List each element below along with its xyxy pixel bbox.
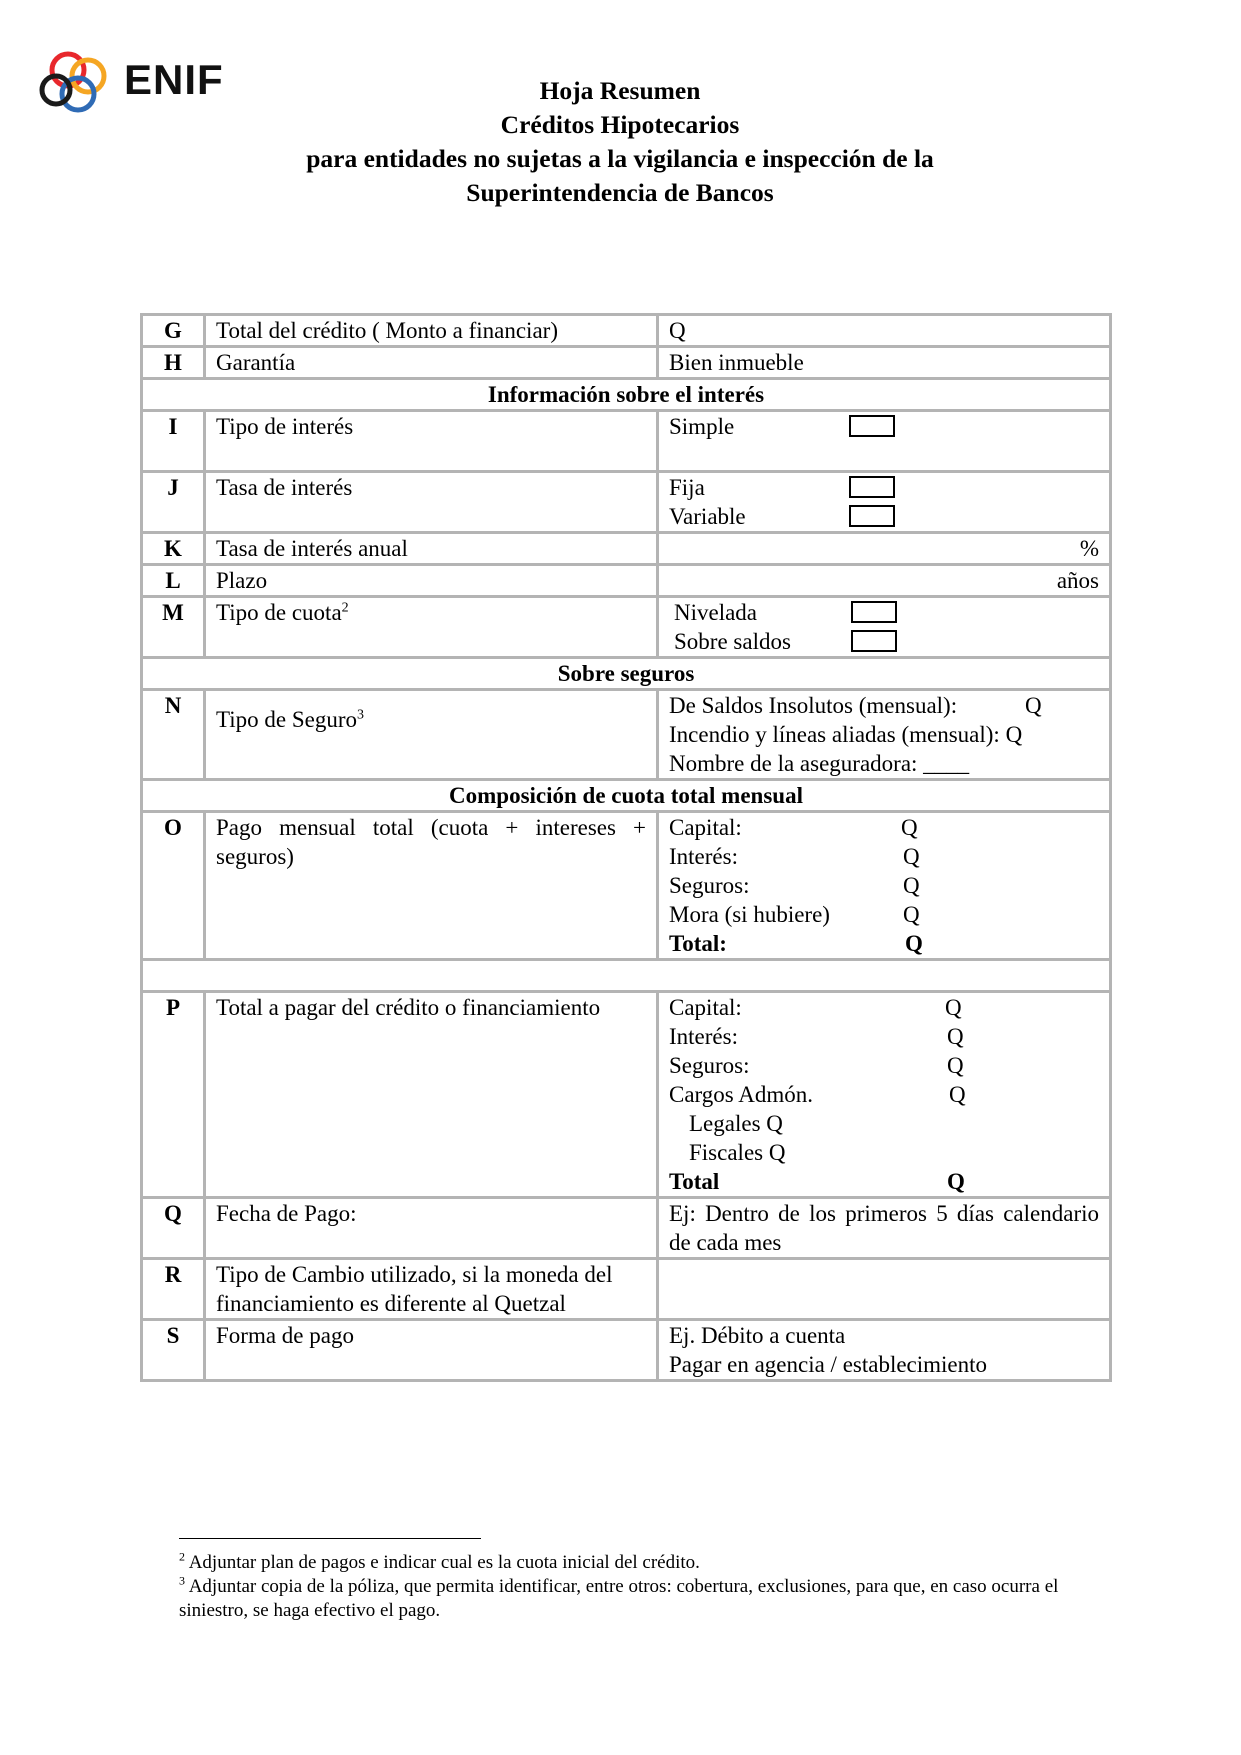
section-interest-heading: Información sobre el interés bbox=[143, 380, 1109, 409]
row-label: Tipo de Cambio utilizado, si la moneda del financiamiento es diferente al Quetzal bbox=[206, 1260, 656, 1318]
option-label: Simple bbox=[669, 414, 735, 439]
row-value bbox=[659, 412, 1109, 470]
row-n bbox=[143, 691, 1109, 778]
row-code: S bbox=[143, 1321, 203, 1379]
row-code: Q bbox=[143, 1199, 203, 1257]
breakdown-q: Q bbox=[905, 931, 923, 956]
row-code: P bbox=[143, 993, 203, 1196]
header-line-4: Superintendencia de Bancos bbox=[466, 178, 774, 207]
row-value bbox=[659, 813, 1109, 958]
breakdown-line: Fiscales Q bbox=[689, 1140, 786, 1165]
row-code: O bbox=[143, 813, 203, 958]
row-m bbox=[143, 598, 1109, 656]
option-nivelada bbox=[669, 598, 1099, 627]
row-value bbox=[659, 993, 1109, 1196]
footnote-text: Adjuntar copia de la póliza, que permita identificar, entre otros: cobertura, exclusiones, para que, en caso ocurra el siniestro, se haga efectivo el pago. bbox=[179, 1576, 1059, 1621]
section-quota-heading: Composición de cuota total mensual bbox=[143, 781, 1109, 810]
breakdown-q: Q bbox=[903, 844, 920, 869]
section-quota-row bbox=[143, 781, 1109, 810]
header-subtitle: Créditos Hipotecarios bbox=[500, 110, 740, 139]
row-label: Tipo de interés bbox=[206, 412, 656, 470]
checkbox-variable[interactable] bbox=[849, 505, 895, 527]
option-label: Nivelada bbox=[674, 600, 758, 625]
breakdown-q: Q bbox=[947, 1024, 964, 1049]
payment-method-1: Ej. Débito a cuenta bbox=[669, 1323, 846, 1348]
row-o bbox=[143, 813, 1109, 958]
insurance-label: De Saldos Insolutos (mensual): bbox=[669, 693, 958, 718]
insurance-q: Q bbox=[1025, 693, 1042, 718]
empty-row bbox=[143, 961, 1109, 990]
row-code: G bbox=[143, 316, 203, 345]
row-value: Ej: Dentro de los primeros 5 días calendario de cada mes bbox=[659, 1199, 1109, 1257]
footnote-text: Adjuntar plan de pagos e indicar cual es la cuota inicial del crédito. bbox=[185, 1552, 700, 1573]
row-code: N bbox=[143, 691, 203, 778]
breakdown-label: Cargos Admón. bbox=[669, 1082, 813, 1107]
row-value: Q bbox=[659, 316, 1109, 345]
footnote-divider bbox=[179, 1538, 481, 1539]
row-value[interactable] bbox=[659, 1260, 1109, 1318]
checkbox-fija[interactable] bbox=[849, 476, 895, 498]
row-code: R bbox=[143, 1260, 203, 1318]
breakdown-q: Q bbox=[945, 995, 962, 1020]
row-s bbox=[143, 1321, 1109, 1379]
empty-cell bbox=[143, 961, 1109, 990]
row-code: M bbox=[143, 598, 203, 656]
footnote-mark: 3 bbox=[179, 1573, 185, 1588]
row-label: Total del crédito ( Monto a financiar) bbox=[206, 316, 656, 345]
row-label bbox=[206, 691, 656, 778]
option-fija bbox=[669, 473, 1099, 502]
breakdown-q: Q bbox=[947, 1169, 965, 1194]
breakdown-q: Q bbox=[901, 815, 918, 840]
breakdown-label: Interés: bbox=[669, 1024, 738, 1049]
label-text: Tipo de cuota bbox=[216, 600, 342, 625]
checkbox-nivelada[interactable] bbox=[851, 601, 897, 623]
row-value-unit: % bbox=[659, 534, 1109, 563]
breakdown-line bbox=[669, 1051, 1099, 1080]
row-label: Forma de pago bbox=[206, 1321, 656, 1379]
breakdown-line: Legales Q bbox=[689, 1111, 783, 1136]
breakdown-label: Interés: bbox=[669, 844, 738, 869]
footnote-mark: 2 bbox=[179, 1549, 185, 1564]
payment-method-2: Pagar en agencia / establecimiento bbox=[669, 1352, 988, 1377]
row-code: H bbox=[143, 348, 203, 377]
breakdown-label: Seguros: bbox=[669, 1053, 750, 1078]
row-p bbox=[143, 993, 1109, 1196]
footnote-ref: 2 bbox=[341, 600, 349, 616]
row-label: Tasa de interés bbox=[206, 473, 656, 531]
row-i bbox=[143, 412, 1109, 470]
breakdown-line bbox=[669, 842, 1099, 871]
breakdown-line bbox=[669, 871, 1099, 900]
option-sobre-saldos bbox=[669, 627, 1099, 656]
footnote-2 bbox=[179, 1551, 1079, 1575]
breakdown-line bbox=[669, 813, 1099, 842]
breakdown-line bbox=[669, 1022, 1099, 1051]
checkbox-sobre-saldos[interactable] bbox=[851, 630, 897, 652]
row-code: I bbox=[143, 412, 203, 470]
footnotes bbox=[179, 1551, 1079, 1623]
breakdown-q: Q bbox=[949, 1082, 966, 1107]
insurance-line bbox=[669, 691, 1099, 720]
row-h bbox=[143, 348, 1109, 377]
breakdown-label: Capital: bbox=[669, 815, 742, 840]
breakdown-line bbox=[669, 993, 1099, 1022]
row-label: Fecha de Pago: bbox=[206, 1199, 656, 1257]
breakdown-q: Q bbox=[947, 1053, 964, 1078]
row-value bbox=[659, 598, 1109, 656]
label-text: Tipo de Seguro bbox=[216, 707, 357, 732]
summary-form-table bbox=[140, 313, 1112, 1382]
row-code: K bbox=[143, 534, 203, 563]
checkbox-simple[interactable] bbox=[849, 415, 895, 437]
row-r bbox=[143, 1260, 1109, 1318]
section-insurance-row bbox=[143, 659, 1109, 688]
breakdown-line bbox=[669, 1080, 1099, 1109]
row-label: Garantía bbox=[206, 348, 656, 377]
breakdown-total bbox=[669, 1167, 1099, 1196]
option-label: Variable bbox=[669, 504, 746, 529]
row-j bbox=[143, 473, 1109, 531]
row-value: Bien inmueble bbox=[659, 348, 1109, 377]
breakdown-q: Q bbox=[903, 902, 920, 927]
row-l bbox=[143, 566, 1109, 595]
enif-logo-text: ENIF bbox=[124, 56, 224, 103]
row-k bbox=[143, 534, 1109, 563]
breakdown-line bbox=[669, 900, 1099, 929]
footnote-ref: 3 bbox=[357, 707, 364, 723]
row-code: L bbox=[143, 566, 203, 595]
footnote-3 bbox=[179, 1575, 1079, 1623]
row-value-unit: años bbox=[659, 566, 1109, 595]
option-simple bbox=[669, 412, 1099, 441]
section-insurance-heading: Sobre seguros bbox=[143, 659, 1109, 688]
insurance-line: Nombre de la aseguradora: ____ bbox=[669, 751, 970, 776]
option-label: Fija bbox=[669, 475, 705, 500]
breakdown-label: Capital: bbox=[669, 995, 742, 1020]
row-label bbox=[206, 598, 656, 656]
breakdown-q: Q bbox=[903, 873, 920, 898]
row-label: Plazo bbox=[206, 566, 656, 595]
breakdown-label: Mora (si hubiere) bbox=[669, 902, 830, 927]
header-title: Hoja Resumen bbox=[539, 76, 701, 105]
section-interest-row bbox=[143, 380, 1109, 409]
breakdown-label: Total bbox=[669, 1169, 720, 1194]
row-label: Tasa de interés anual bbox=[206, 534, 656, 563]
insurance-line: Incendio y líneas aliadas (mensual): Q bbox=[669, 722, 1023, 747]
option-variable bbox=[669, 502, 1099, 531]
header-line-3: para entidades no sujetas a la vigilancia e inspección de la bbox=[306, 144, 934, 173]
row-label: Pago mensual total (cuota + intereses + seguros) bbox=[206, 813, 656, 958]
breakdown-label: Seguros: bbox=[669, 873, 750, 898]
row-label: Total a pagar del crédito o financiamiento bbox=[206, 993, 656, 1196]
row-code: J bbox=[143, 473, 203, 531]
row-q bbox=[143, 1199, 1109, 1257]
row-g bbox=[143, 316, 1109, 345]
document-header bbox=[200, 74, 1040, 210]
breakdown-label: Total: bbox=[669, 931, 727, 956]
row-value bbox=[659, 1321, 1109, 1379]
option-label: Sobre saldos bbox=[674, 629, 791, 654]
row-value bbox=[659, 691, 1109, 778]
row-value bbox=[659, 473, 1109, 531]
breakdown-total bbox=[669, 929, 1099, 958]
enif-logo-mark-icon bbox=[38, 46, 124, 122]
